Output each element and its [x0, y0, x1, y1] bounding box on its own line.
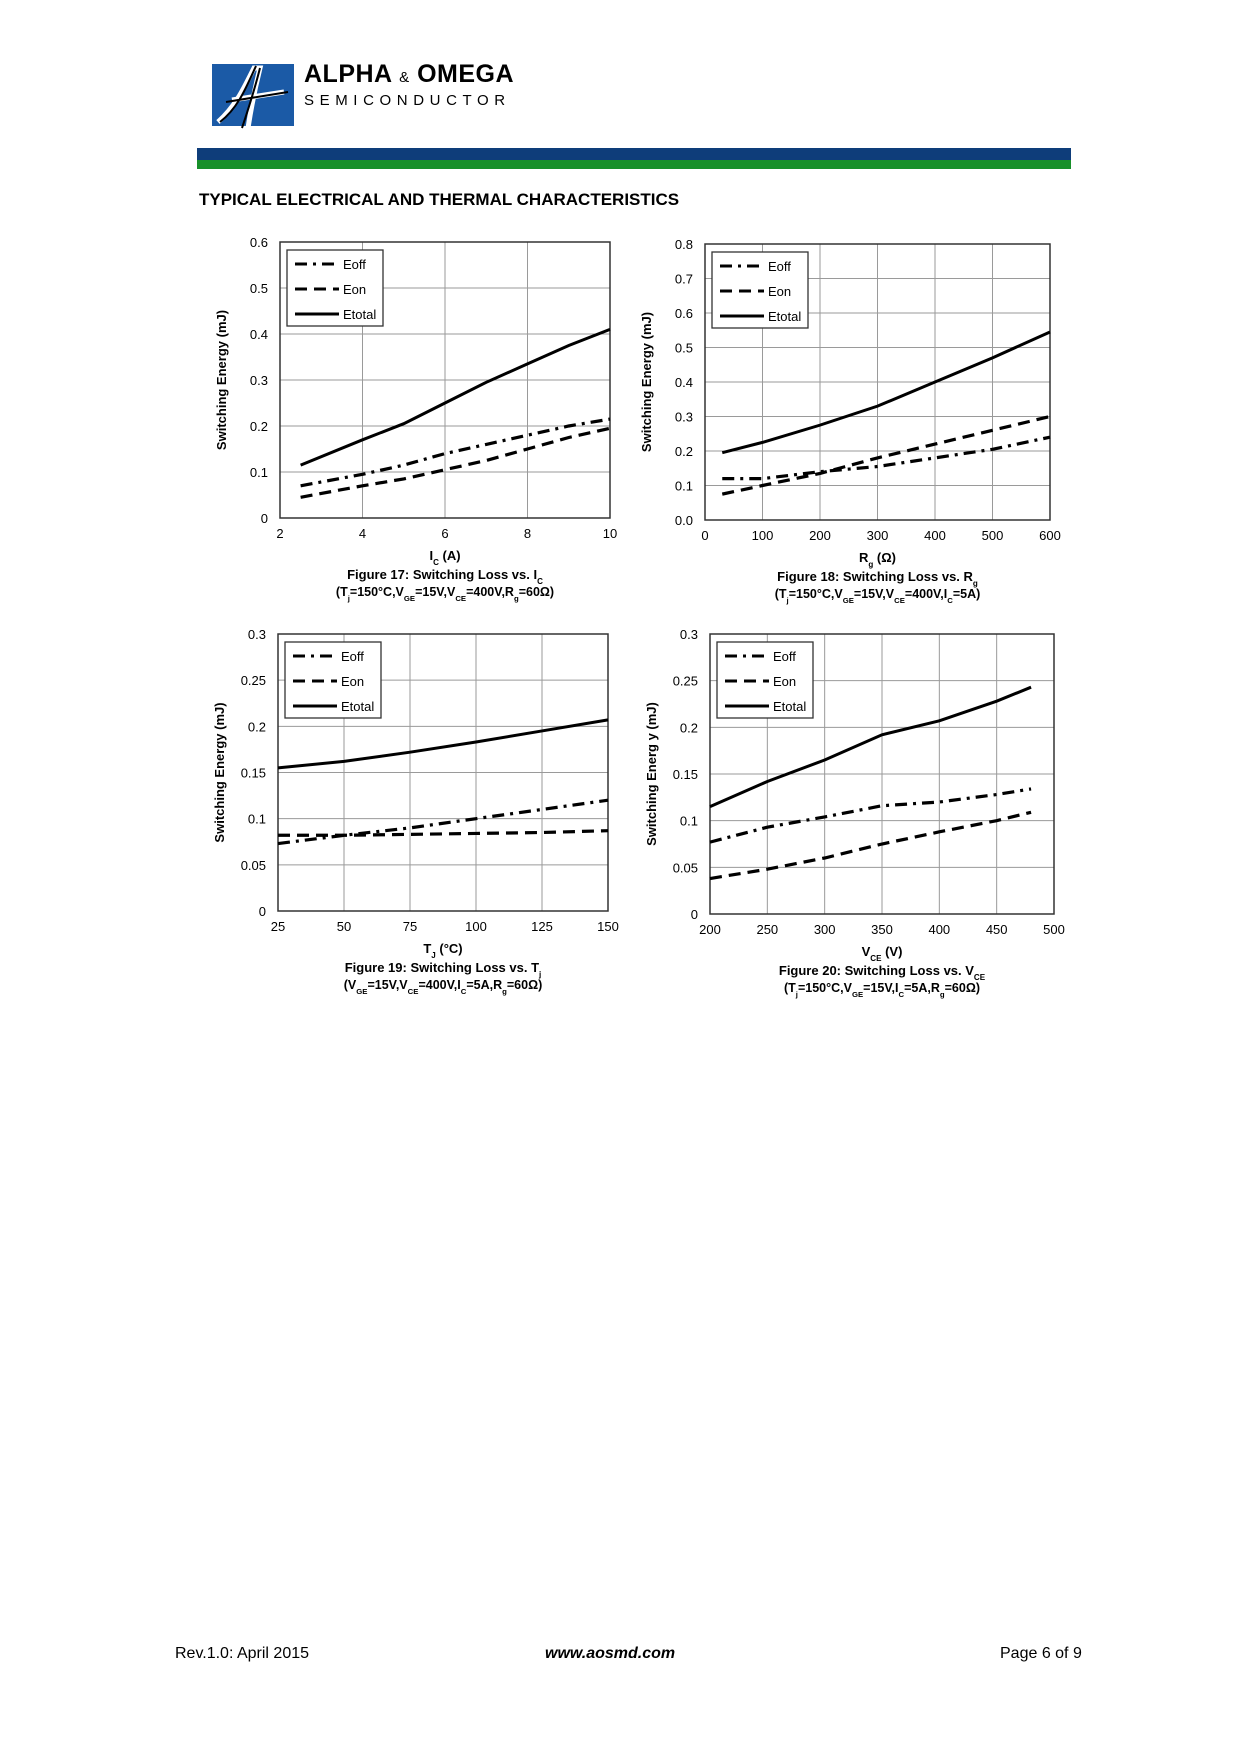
figure-caption: Figure 17: Switching Loss vs. $I_C$: [347, 567, 543, 586]
series-line-etotal: [722, 332, 1050, 453]
series-line-eoff: [301, 419, 610, 486]
chart-switching-loss-vs-ic: [0, 0, 620, 640]
series-line-etotal: [278, 720, 608, 768]
y-tick-label: 0.3: [247, 627, 266, 642]
y-tick-label: 0.4: [674, 375, 693, 390]
figure-caption: Figure 18: Switching Loss vs. $R_g$: [777, 569, 978, 588]
legend-label-etotal: Etotal: [343, 307, 377, 322]
legend-label-eoff: Eoff: [768, 259, 791, 274]
brand-name-first: ALPHA: [304, 60, 392, 88]
y-tick-label: 0.3: [674, 409, 693, 425]
y-tick-label: 0.15: [240, 765, 266, 781]
y-tick-label: 0.05: [240, 857, 266, 873]
y-tick-label: 0.05: [672, 860, 698, 876]
legend-label-eoff: Eoff: [773, 649, 796, 664]
x-tick-label: 75: [402, 919, 418, 934]
y-axis-label: Switching Energy (mJ): [214, 309, 229, 451]
section-title: TYPICAL ELECTRICAL AND THERMAL CHARACTERISTICS: [199, 190, 680, 209]
series-line-eon: [722, 417, 1050, 495]
series-line-eon: [301, 428, 610, 497]
y-tick-label: 0.2: [247, 719, 266, 735]
y-tick-label: 0.5: [249, 281, 268, 296]
chart-legend: [285, 642, 381, 718]
chart-legend: [712, 252, 808, 328]
y-axis-label: Switching Energy (mJ): [212, 702, 227, 843]
x-tick-label: 450: [985, 922, 1008, 937]
brand-subtitle: SEMICONDUCTOR: [304, 92, 511, 109]
legend-label-etotal: Etotal: [341, 699, 375, 714]
figure-conditions: $(V_{GE}=15V,V_{CE}=400V,I_C=5A,R_g=60\Omega)$: [343, 978, 543, 996]
x-axis-label: $R_g$ (Ω): [858, 550, 897, 569]
x-axis-label: $I_C$ (A): [429, 548, 461, 567]
chart-switching-loss-vs-vce: [620, 600, 1240, 1240]
chart-legend: [287, 250, 383, 326]
legend-label-etotal: Etotal: [768, 309, 802, 324]
y-tick-label: 0.6: [674, 306, 693, 321]
legend-label-eoff: Eoff: [341, 649, 364, 664]
x-tick-label: 300: [813, 922, 836, 937]
legend-label-eoff: Eoff: [343, 257, 366, 272]
x-tick-label: 200: [809, 528, 831, 543]
x-tick-label: 350: [871, 922, 893, 937]
x-tick-label: 25: [270, 919, 286, 934]
footer-revision: Rev.1.0: April 2015: [175, 1645, 310, 1662]
series-line-eoff: [278, 800, 608, 843]
x-tick-label: 300: [866, 528, 889, 543]
x-tick-label: 400: [924, 528, 946, 543]
legend-label-eon: Eon: [773, 674, 797, 689]
y-tick-label: 0.4: [249, 327, 268, 342]
x-tick-label: 500: [981, 528, 1004, 543]
x-tick-label: 400: [928, 922, 951, 937]
y-tick-label: 0: [258, 904, 266, 919]
x-tick-label: 125: [531, 919, 553, 934]
y-tick-label: 0.3: [679, 627, 698, 642]
x-tick-label: 250: [756, 922, 779, 937]
legend-label-eon: Eon: [768, 284, 792, 299]
x-tick-label: 8: [523, 526, 532, 541]
brand-name-last: OMEGA: [417, 60, 515, 88]
y-tick-label: 0.6: [249, 235, 268, 250]
figure-conditions: $(T_j=150^\circ C,V_{GE}=15V,V_{CE}=400V,I_C=5A)$: [774, 587, 981, 605]
figure-conditions: $(T_j=150^\circ C,V_{GE}=15V,V_{CE}=400V,R_g=60\Omega)$: [335, 585, 555, 603]
x-tick-label: 150: [597, 919, 619, 934]
x-axis-label: $V_{CE}$ (V): [861, 944, 903, 963]
x-tick-label: 6: [441, 526, 449, 541]
x-tick-label: 4: [358, 526, 367, 541]
series-line-eoff: [710, 789, 1031, 842]
figure-conditions: $(T_j=150^\circ C,V_{GE}=15V,I_C=5A,R_g=60\Omega)$: [783, 981, 981, 999]
y-tick-label: 0.7: [674, 271, 693, 287]
y-tick-label: 0.5: [674, 340, 693, 356]
y-tick-label: 0.25: [240, 673, 266, 689]
x-axis-label: $T_J$ (°C): [423, 941, 463, 960]
figure-caption: Figure 19: Switching Loss vs. $T_j$: [344, 960, 542, 979]
legend-label-eon: Eon: [343, 282, 367, 297]
y-tick-label: 0: [260, 511, 268, 526]
brand-name-amp: &: [399, 69, 410, 86]
y-tick-label: 0.25: [672, 673, 698, 689]
x-tick-label: 2: [276, 526, 284, 541]
legend-label-eon: Eon: [341, 674, 365, 689]
footer-website-link[interactable]: www.aosmd.com: [545, 1645, 676, 1662]
x-tick-label: 0: [701, 528, 709, 543]
y-tick-label: 0.2: [679, 720, 698, 736]
chart-legend: [717, 642, 813, 718]
y-tick-label: 0.3: [249, 373, 268, 388]
chart-switching-loss-vs-rg: [620, 0, 1240, 640]
y-tick-label: 0.2: [674, 444, 693, 459]
x-tick-label: 100: [465, 919, 487, 934]
y-tick-label: 0.1: [247, 811, 266, 827]
x-tick-label: 10: [602, 526, 618, 541]
y-tick-label: 0: [690, 907, 698, 922]
footer-page-number: Page 6 of 9: [1000, 1645, 1082, 1662]
figure-caption: Figure 20: Switching Loss vs. $V_{CE}$: [778, 963, 986, 982]
y-tick-label: 0.0: [674, 513, 693, 528]
y-tick-label: 0.1: [679, 813, 698, 829]
legend-label-etotal: Etotal: [773, 699, 807, 714]
series-line-eoff: [722, 437, 1050, 478]
y-axis-label: Switching Energ y (mJ): [644, 702, 659, 846]
series-line-etotal: [301, 329, 610, 465]
x-tick-label: 100: [751, 528, 774, 543]
series-line-eon: [278, 831, 608, 836]
chart-switching-loss-vs-tj: [0, 600, 620, 1240]
y-tick-label: 0.2: [249, 419, 268, 434]
y-axis-label: Switching Energy (mJ): [639, 311, 654, 453]
y-tick-label: 0.8: [674, 237, 693, 252]
x-tick-label: 500: [1043, 922, 1065, 937]
y-tick-label: 0.15: [672, 767, 698, 782]
y-tick-label: 0.1: [249, 465, 268, 480]
x-tick-label: 600: [1039, 528, 1061, 543]
series-line-eon: [710, 812, 1031, 878]
y-tick-label: 0.1: [674, 478, 693, 494]
x-tick-label: 200: [699, 922, 721, 937]
x-tick-label: 50: [336, 919, 352, 934]
